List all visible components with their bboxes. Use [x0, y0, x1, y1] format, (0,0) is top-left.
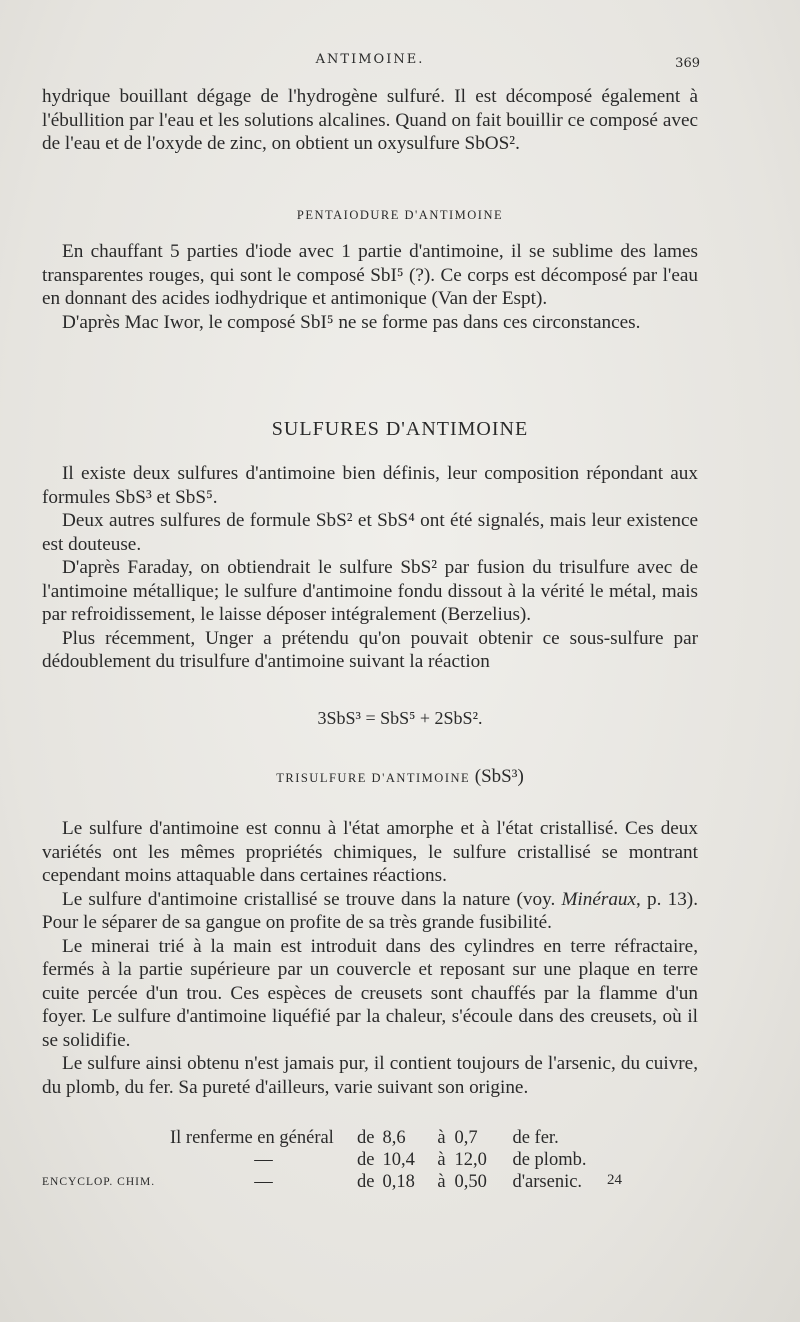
composition-intro: Il renferme en général — [170, 1128, 334, 1148]
cell-de: de — [357, 1128, 375, 1148]
paragraph-continuation: hydrique bouillant dégage de l'hydrogène sulfuré. Il est décomposé également à l'ébullition par l'eau et les solutions alcalines. Quand on fait bouillir ce composé avec de l'eau et de l'oxyde de zinc, on obtient un oxysulfure SbOS². — [42, 86, 698, 154]
paragraph-text: Le sulfure d'antimoine cristallisé se trouve dans la nature (voy. — [62, 888, 562, 910]
paragraph: Plus récemment, Unger a prétendu qu'on pouvait obtenir ce sous-sulfure par dédoublement du trisulfure d'antimoine suivant la réaction — [42, 627, 698, 672]
running-title: ANTIMOINE. — [315, 52, 425, 67]
cell-min: 0,18 — [382, 1172, 415, 1192]
paragraph: D'après Mac Iwor, le composé SbI⁵ ne se forme pas dans ces circonstances. — [62, 311, 641, 333]
heading-trisulfure-formula: (SbS³) — [474, 766, 524, 787]
heading-pentaiodure: PENTAIODURE D'ANTIMOINE — [296, 208, 504, 222]
cell-unit: de fer. — [512, 1128, 559, 1148]
paragraph: Le sulfure ainsi obtenu n'est jamais pur, il contient toujours de l'arsenic, du cuivre, du plomb, du fer. Sa pureté d'ailleurs, varie suivant son origine. — [42, 1053, 698, 1098]
text-block-top — [42, 85, 698, 156]
cell-min: 10,4 — [382, 1150, 415, 1170]
page-header — [40, 50, 700, 74]
cell-min: 8,6 — [382, 1128, 406, 1148]
text-block-pentaiodure — [42, 240, 698, 334]
cell-a: à — [437, 1172, 446, 1192]
cell-a: à — [437, 1128, 446, 1148]
paragraph: D'après Faraday, on obtiendrait le sulfure SbS² par fusion du trisulfure avec de l'antimoine métallique; le sulfure d'antimoine fondu dissout à la vérité le métal, mais par refroidissement, le laisse déposer intégralement (Berzelius). — [42, 557, 698, 625]
heading-trisulfure-text: TRISULFURE D'ANTIMOINE — [276, 771, 471, 785]
signature-number: 24 — [607, 1172, 622, 1188]
table-row — [170, 1127, 586, 1149]
cell-dash: — — [254, 1172, 273, 1192]
cell-max: 0,50 — [454, 1172, 487, 1192]
cell-max: 0,7 — [454, 1128, 478, 1148]
paragraph: Il existe deux sulfures d'antimoine bien définis, leur composition répondant aux formules SbS³ et SbS⁵. — [42, 463, 698, 508]
reaction-equation: 3SbS³ = SbS⁵ + 2SbS². — [317, 708, 483, 728]
table-row — [170, 1149, 586, 1171]
heading-sulfures: SULFURES D'ANTIMOINE — [271, 418, 529, 440]
composition-table — [170, 1127, 586, 1193]
italic-reference: Minéraux — [561, 888, 637, 910]
cell-unit: de plomb. — [512, 1150, 587, 1170]
paragraph: Le minerai trié à la main est introduit dans des cylindres en terre réfractaire, fermés à la partie supérieure par un couvercle et reposant sur une plaque en terre cuite percée d'un trou. Ces espèces de creusets sont chauffés par la flamme d'un foyer. Le sulfure d'antimoine liquéfié par la chaleur, s'écoule dans des creusets, où il se solidifie. — [42, 935, 698, 1051]
cell-de: de — [357, 1150, 375, 1170]
cell-de: de — [357, 1172, 375, 1192]
cell-unit: d'arsenic. — [512, 1172, 583, 1192]
paragraph: Deux autres sulfures de formule SbS² et SbS⁴ ont été signalés, mais leur existence est douteuse. — [42, 510, 698, 555]
text-block-sulfures — [42, 462, 698, 674]
cell-max: 12,0 — [454, 1150, 487, 1170]
page-number: 369 — [675, 56, 700, 71]
footer-signature: ENCYCLOP. CHIM. — [42, 1176, 156, 1188]
paragraph: En chauffant 5 parties d'iode avec 1 partie d'antimoine, il se sublime des lames transparentes rouges, qui sont le composé SbI⁵ (?). Ce corps est décomposé par l'eau en donnant des acides iodhydrique et antimonique (Van der Espt). — [42, 241, 698, 309]
text-block-trisulfure — [42, 817, 698, 1099]
heading-trisulfure — [0, 766, 800, 788]
cell-dash: — — [254, 1150, 273, 1170]
paragraph — [42, 888, 698, 935]
paragraph: Le sulfure d'antimoine est connu à l'état amorphe et à l'état cristallisé. Ces deux variétés ont les mêmes propriétés chimiques, le sulfure cristallisé se montrant cependant moins attaquable dans certaines réactions. — [42, 818, 698, 886]
cell-a: à — [437, 1150, 446, 1170]
paragraph-text: , p. 13). Pour le séparer de sa gangue on profite de sa très grande fusibilité. — [42, 888, 698, 933]
table-row — [170, 1171, 586, 1193]
